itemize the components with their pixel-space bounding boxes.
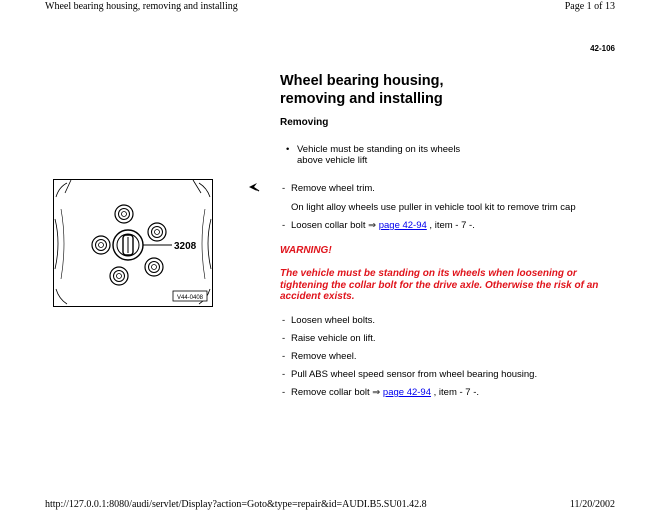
- precondition-text: [297, 144, 460, 166]
- step-text: Raise vehicle on lift.: [291, 333, 376, 344]
- wheel-puller-illustration-icon: [53, 179, 214, 308]
- wheel-figure: [53, 179, 214, 313]
- step-dash: -: [282, 387, 286, 398]
- step-dash: -: [282, 315, 286, 326]
- step-loosen-collar-bolt: [282, 220, 475, 231]
- section-heading: Removing: [280, 117, 329, 128]
- step-remove-wheel: [282, 351, 356, 362]
- warning-body: The vehicle must be standing on its wheels when loosening or tightening the collar bolt for the drive axle. Otherwise the risk of an accident exists.: [280, 268, 599, 302]
- page-title: [280, 72, 444, 108]
- step-dash: -: [282, 351, 286, 362]
- step-loosen-wheel-bolts: [282, 315, 375, 326]
- note-alloy-wheels: On light alloy wheels use puller in vehicle tool kit to remove trim cap: [291, 202, 576, 213]
- header-page-info: Page 1 of 13: [564, 1, 615, 12]
- link-page-42-94[interactable]: page 42-94: [382, 387, 431, 398]
- step-text: Remove wheel.: [291, 351, 357, 362]
- footer-url: http://127.0.0.1:8080/audi/servlet/Display?action=Goto&type=repair&id=AUDI.B5.SU01.42.8: [45, 499, 427, 510]
- page-title-line-1: Wheel bearing housing,: [280, 73, 444, 89]
- step-suffix: , item - 7 -.: [426, 220, 475, 231]
- footer-date: 11/20/2002: [569, 499, 615, 510]
- step-text: Loosen wheel bolts.: [291, 315, 375, 326]
- step-dash: -: [282, 369, 286, 380]
- step-dash: -: [282, 333, 286, 344]
- precondition-line-1: Vehicle must be standing on its wheels: [297, 144, 461, 155]
- figure-code: V44-0408: [177, 295, 204, 301]
- step-remove-wheel-trim: [282, 183, 375, 194]
- page-title-line-2: removing and installing: [280, 91, 443, 107]
- bullet-dot: •: [286, 144, 290, 155]
- step-prefix: Remove collar bolt ⇒: [291, 387, 383, 398]
- step-dash: -: [282, 183, 286, 194]
- step-raise-vehicle: [282, 333, 375, 344]
- link-page-42-94[interactable]: page 42-94: [378, 220, 427, 231]
- step-dash: -: [282, 220, 286, 231]
- figure-label: 3208: [174, 241, 197, 252]
- pointer-arrow-icon: [248, 179, 260, 197]
- step-text: Pull ABS wheel speed sensor from wheel bearing housing.: [291, 369, 538, 380]
- step-suffix: , item - 7 -.: [431, 387, 480, 398]
- warning-heading: WARNING!: [280, 245, 332, 256]
- page-number: 42-106: [590, 44, 615, 53]
- step-prefix: Loosen collar bolt ⇒: [291, 220, 379, 231]
- step-pull-abs-sensor: [282, 369, 537, 380]
- step-remove-collar-bolt: [282, 387, 479, 398]
- precondition-line-2: above vehicle lift: [297, 155, 368, 166]
- step-text: Remove wheel trim.: [291, 183, 375, 194]
- header-doc-title: Wheel bearing housing, removing and installing: [45, 1, 238, 12]
